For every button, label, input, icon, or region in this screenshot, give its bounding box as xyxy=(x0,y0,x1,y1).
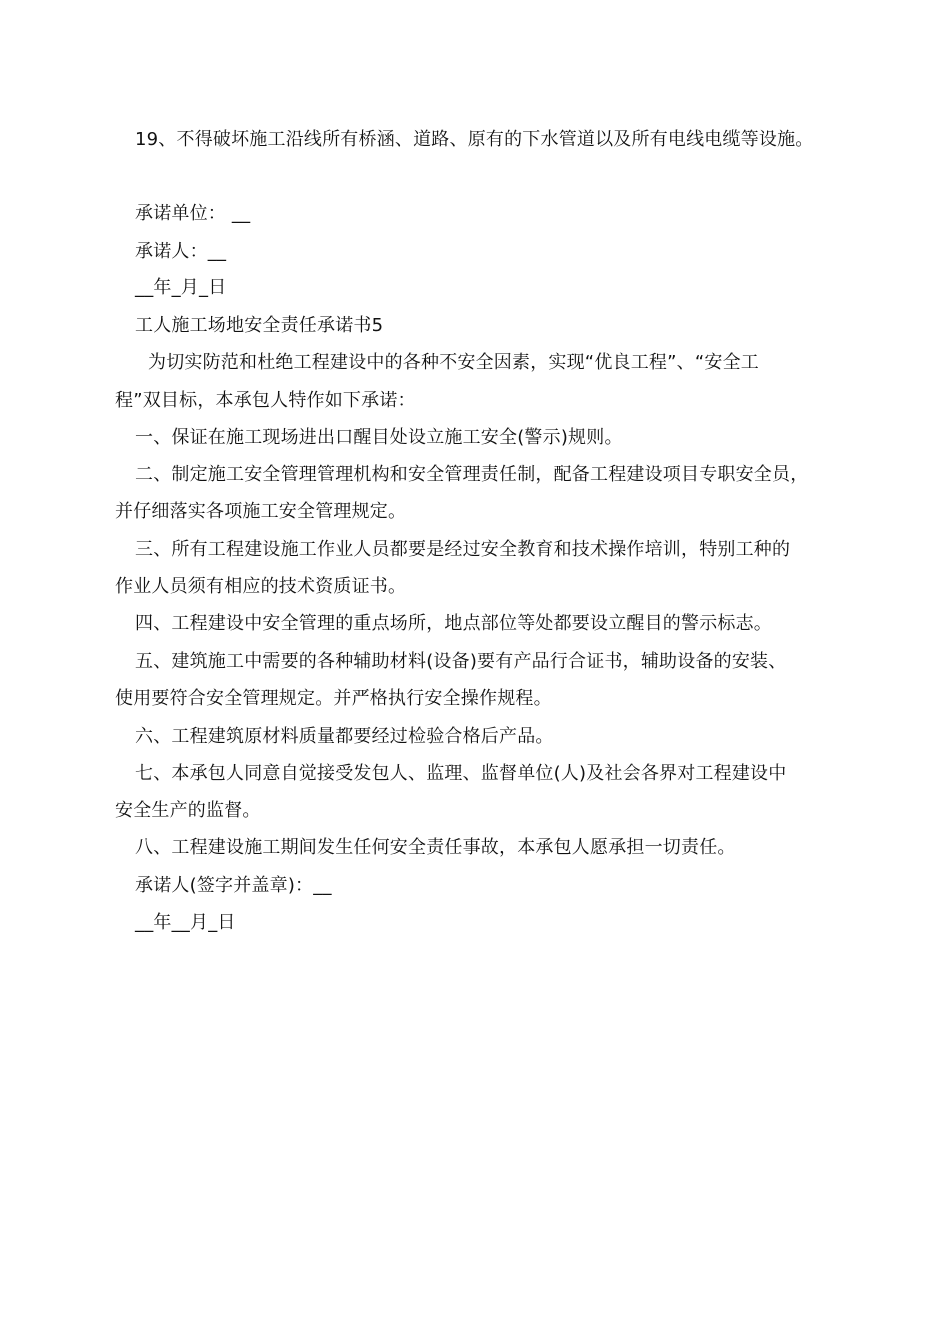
commitment-7-line-1: 七、本承包人同意自觉接受发包人、监理、监督单位(人)及社会各界对工程建设中 xyxy=(135,763,787,784)
final-date-line: __年__月_日 xyxy=(135,912,236,933)
commitment-7-line-2: 安全生产的监督。 xyxy=(115,800,261,821)
intro-line-1: 为切实防范和杜绝工程建设中的各种不安全因素，实现“优良工程”、“安全工 xyxy=(148,352,759,373)
intro-line-2: 程”双目标，本承包人特作如下承诺： xyxy=(115,390,416,411)
commitment-1: 一、保证在施工现场进出口醒目处设立施工安全(警示)规则。 xyxy=(135,427,623,448)
signature-unit-line: 承诺单位： __ xyxy=(135,203,251,224)
commitment-2-line-2: 并仔细落实各项施工安全管理规定。 xyxy=(115,501,407,522)
commitment-6: 六、工程建筑原材料质量都要经过检验合格后产品。 xyxy=(135,726,554,747)
signature-date-line: __年_月_日 xyxy=(135,277,227,298)
section-title: 工人施工场地安全责任承诺书5 xyxy=(135,315,384,336)
commitment-5-line-1: 五、建筑施工中需要的各种辅助材料(设备)要有产品行合证书，辅助设备的安装、 xyxy=(135,651,787,672)
commitment-8: 八、工程建设施工期间发生任何安全责任事故，本承包人愿承担一切责任。 xyxy=(135,837,736,858)
clause-19: 19、不得破坏施工沿线所有桥涵、道路、原有的下水管道以及所有电线电缆等设施。 xyxy=(135,129,814,150)
commitment-4: 四、工程建设中安全管理的重点场所，地点部位等处都要设立醒目的警示标志。 xyxy=(135,613,772,634)
signature-person-line: 承诺人：__ xyxy=(135,241,227,262)
commitment-3-line-2: 作业人员须有相应的技术资质证书。 xyxy=(115,576,407,597)
commitment-2-line-1: 二、制定施工安全管理管理机构和安全管理责任制，配备工程建设项目专职安全员， xyxy=(135,464,809,485)
final-signature-line: 承诺人(签字并盖章)：__ xyxy=(135,875,332,896)
commitment-3-line-1: 三、所有工程建设施工作业人员都要是经过安全教育和技术操作培训，特别工种的 xyxy=(135,539,791,560)
commitment-5-line-2: 使用要符合安全管理规定。并严格执行安全操作规程。 xyxy=(115,688,552,709)
